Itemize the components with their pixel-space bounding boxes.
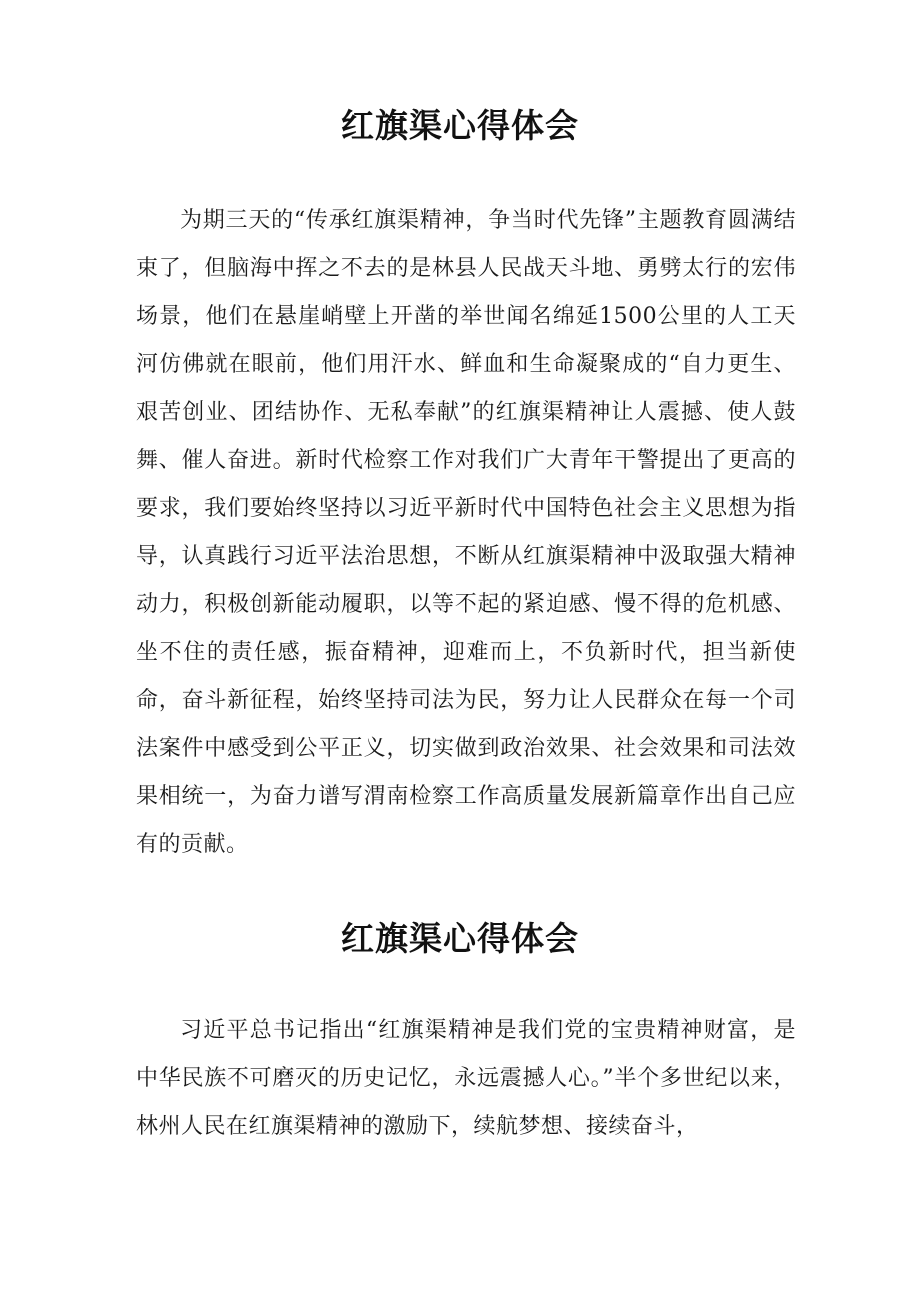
section-paragraph-2: 习近平总书记指出“红旗渠精神是我们党的宝贵精神财富，是中华民族不可磨灭的历史记忆，永远震撼人心。”半个多世纪以来，林州人民在红旗渠精神的激励下，续航梦想、接续奋斗， (136, 1018, 796, 1139)
section-title-2: 红旗渠心得体会 (341, 919, 579, 958)
section-title-1: 红旗渠心得体会 (341, 106, 579, 145)
section-paragraph-1: 为期三天的“传承红旗渠精神，争当时代先锋”主题教育圆满结束了，但脑海中挥之不去的是林县人民战天斗地、勇劈太行的宏伟场景，他们在悬崖峭壁上开凿的举世闻名绵延1500公里的人工天河仿佛就在眼前，他们用汗水、鲜血和生命凝聚成的“自力更生、艰苦创业、团结协作、无私奉献”的红旗渠精神让人震撼、使人鼓舞、催人奋进。新时代检察工作对我们广大青年干警提出了更高的要求，我们要始终坚持以习近平新时代中国特色社会主义思想为指导，认真践行习近平法治思想，不断从红旗渠精神中汲取强大精神动力，积极创新能动履职，以等不起的紧迫感、慢不得的危机感、坐不住的责任感，振奋精神，迎难而上，不负新时代，担当新使命，奋斗新征程，始终坚持司法为民，努力让人民群众在每一个司法案件中感受到公平正义，切实做到政治效果、社会效果和司法效果相统一，为奋力谱写渭南检察工作高质量发展新篇章作出自己应有的贡献。 (136, 208, 796, 857)
